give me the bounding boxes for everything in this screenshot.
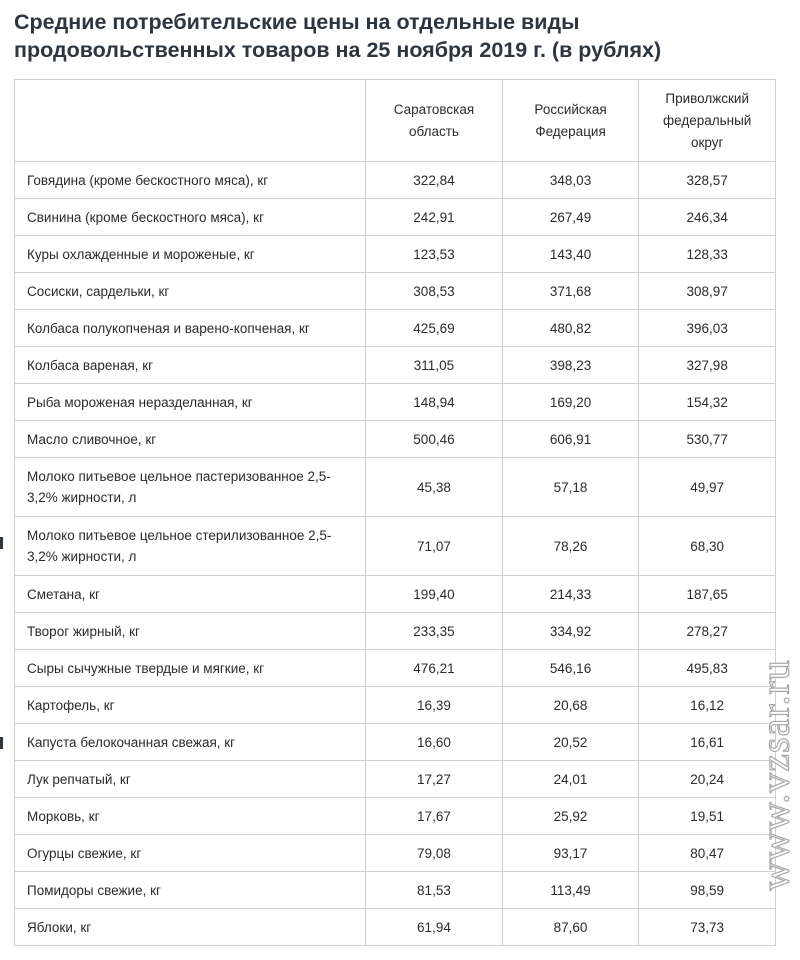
cell-rf: 480,82 bbox=[502, 310, 639, 347]
cell-pfo: 98,59 bbox=[639, 872, 776, 909]
table-row bbox=[15, 517, 776, 576]
cell-saratov: 123,53 bbox=[366, 236, 503, 273]
left-edge-mark bbox=[0, 537, 3, 549]
cell-pfo: 396,03 bbox=[639, 310, 776, 347]
table-row bbox=[15, 458, 776, 517]
cell-rf: 20,52 bbox=[502, 724, 639, 761]
cell-product: Сметана, кг bbox=[15, 576, 366, 613]
cell-rf: 78,26 bbox=[502, 517, 639, 576]
cell-product: Огурцы свежие, кг bbox=[15, 835, 366, 872]
table-row bbox=[15, 162, 776, 199]
table-row bbox=[15, 236, 776, 273]
cell-saratov: 500,46 bbox=[366, 421, 503, 458]
cell-product: Помидоры свежие, кг bbox=[15, 872, 366, 909]
cell-saratov: 199,40 bbox=[366, 576, 503, 613]
table-row bbox=[15, 576, 776, 613]
cell-saratov: 16,39 bbox=[366, 687, 503, 724]
cell-pfo: 328,57 bbox=[639, 162, 776, 199]
cell-rf: 24,01 bbox=[502, 761, 639, 798]
cell-pfo: 308,97 bbox=[639, 273, 776, 310]
table-row bbox=[15, 835, 776, 872]
cell-pfo: 68,30 bbox=[639, 517, 776, 576]
cell-saratov: 311,05 bbox=[366, 347, 503, 384]
table-row bbox=[15, 687, 776, 724]
header-saratov: Саратовская область bbox=[366, 80, 503, 162]
prices-table bbox=[14, 79, 776, 946]
cell-pfo: 19,51 bbox=[639, 798, 776, 835]
header-pfo: Приволжский федеральный округ bbox=[639, 80, 776, 162]
table-row bbox=[15, 199, 776, 236]
cell-rf: 57,18 bbox=[502, 458, 639, 517]
watermark bbox=[752, 610, 798, 940]
cell-product: Куры охлажденные и мороженые, кг bbox=[15, 236, 366, 273]
cell-product: Лук репчатый, кг bbox=[15, 761, 366, 798]
table-row bbox=[15, 909, 776, 946]
cell-rf: 334,92 bbox=[502, 613, 639, 650]
cell-saratov: 242,91 bbox=[366, 199, 503, 236]
cell-product: Творог жирный, кг bbox=[15, 613, 366, 650]
cell-product: Яблоки, кг bbox=[15, 909, 366, 946]
page-title: Средние потребительские цены на отдельные виды продовольственных товаров на 25 ноября 2019 г. (в рублях) bbox=[14, 10, 662, 62]
table-row bbox=[15, 798, 776, 835]
cell-rf: 348,03 bbox=[502, 162, 639, 199]
table-row bbox=[15, 347, 776, 384]
cell-rf: 143,40 bbox=[502, 236, 639, 273]
cell-rf: 20,68 bbox=[502, 687, 639, 724]
cell-saratov: 16,60 bbox=[366, 724, 503, 761]
table-row bbox=[15, 310, 776, 347]
cell-saratov: 17,27 bbox=[366, 761, 503, 798]
cell-rf: 93,17 bbox=[502, 835, 639, 872]
cell-saratov: 308,53 bbox=[366, 273, 503, 310]
cell-product: Картофель, кг bbox=[15, 687, 366, 724]
cell-saratov: 322,84 bbox=[366, 162, 503, 199]
table-row bbox=[15, 650, 776, 687]
cell-product: Молоко питьевое цельное пастеризованное 2,5-3,2% жирности, л bbox=[15, 458, 366, 517]
cell-saratov: 71,07 bbox=[366, 517, 503, 576]
cell-product: Колбаса вареная, кг bbox=[15, 347, 366, 384]
cell-saratov: 81,53 bbox=[366, 872, 503, 909]
cell-rf: 113,49 bbox=[502, 872, 639, 909]
cell-product: Говядина (кроме бескостного мяса), кг bbox=[15, 162, 366, 199]
cell-pfo: 187,65 bbox=[639, 576, 776, 613]
cell-pfo: 278,27 bbox=[639, 613, 776, 650]
table-row bbox=[15, 761, 776, 798]
header-rf: Российская Федерация bbox=[502, 80, 639, 162]
cell-saratov: 61,94 bbox=[366, 909, 503, 946]
cell-rf: 169,20 bbox=[502, 384, 639, 421]
cell-rf: 87,60 bbox=[502, 909, 639, 946]
cell-product: Колбаса полукопченая и варено-копченая, кг bbox=[15, 310, 366, 347]
cell-product: Свинина (кроме бескостного мяса), кг bbox=[15, 199, 366, 236]
table-row bbox=[15, 421, 776, 458]
cell-rf: 25,92 bbox=[502, 798, 639, 835]
table-header-row bbox=[15, 80, 776, 162]
watermark-text: www.vzsar.ru bbox=[752, 659, 798, 891]
left-edge-mark bbox=[0, 737, 3, 749]
cell-pfo: 128,33 bbox=[639, 236, 776, 273]
cell-product: Масло сливочное, кг bbox=[15, 421, 366, 458]
cell-saratov: 79,08 bbox=[366, 835, 503, 872]
cell-rf: 371,68 bbox=[502, 273, 639, 310]
table-row bbox=[15, 872, 776, 909]
cell-pfo: 154,32 bbox=[639, 384, 776, 421]
cell-saratov: 233,35 bbox=[366, 613, 503, 650]
cell-saratov: 476,21 bbox=[366, 650, 503, 687]
cell-product: Капуста белокочанная свежая, кг bbox=[15, 724, 366, 761]
cell-product: Сыры сычужные твердые и мягкие, кг bbox=[15, 650, 366, 687]
cell-saratov: 148,94 bbox=[366, 384, 503, 421]
cell-rf: 398,23 bbox=[502, 347, 639, 384]
table-row bbox=[15, 273, 776, 310]
header-product bbox=[15, 80, 366, 162]
table-row bbox=[15, 384, 776, 421]
cell-pfo: 49,97 bbox=[639, 458, 776, 517]
cell-pfo: 246,34 bbox=[639, 199, 776, 236]
cell-rf: 214,33 bbox=[502, 576, 639, 613]
cell-pfo: 73,73 bbox=[639, 909, 776, 946]
cell-rf: 267,49 bbox=[502, 199, 639, 236]
cell-pfo: 530,77 bbox=[639, 421, 776, 458]
cell-pfo: 20,24 bbox=[639, 761, 776, 798]
cell-saratov: 425,69 bbox=[366, 310, 503, 347]
table-row bbox=[15, 613, 776, 650]
cell-product: Молоко питьевое цельное стерилизованное 2,5-3,2% жирности, л bbox=[15, 517, 366, 576]
cell-pfo: 16,61 bbox=[639, 724, 776, 761]
cell-rf: 546,16 bbox=[502, 650, 639, 687]
cell-saratov: 45,38 bbox=[366, 458, 503, 517]
cell-rf: 606,91 bbox=[502, 421, 639, 458]
cell-product: Сосиски, сардельки, кг bbox=[15, 273, 366, 310]
cell-product: Морковь, кг bbox=[15, 798, 366, 835]
cell-pfo: 327,98 bbox=[639, 347, 776, 384]
table-row bbox=[15, 724, 776, 761]
cell-pfo: 80,47 bbox=[639, 835, 776, 872]
cell-pfo: 16,12 bbox=[639, 687, 776, 724]
cell-saratov: 17,67 bbox=[366, 798, 503, 835]
cell-product: Рыба мороженая неразделанная, кг bbox=[15, 384, 366, 421]
cell-pfo: 495,83 bbox=[639, 650, 776, 687]
